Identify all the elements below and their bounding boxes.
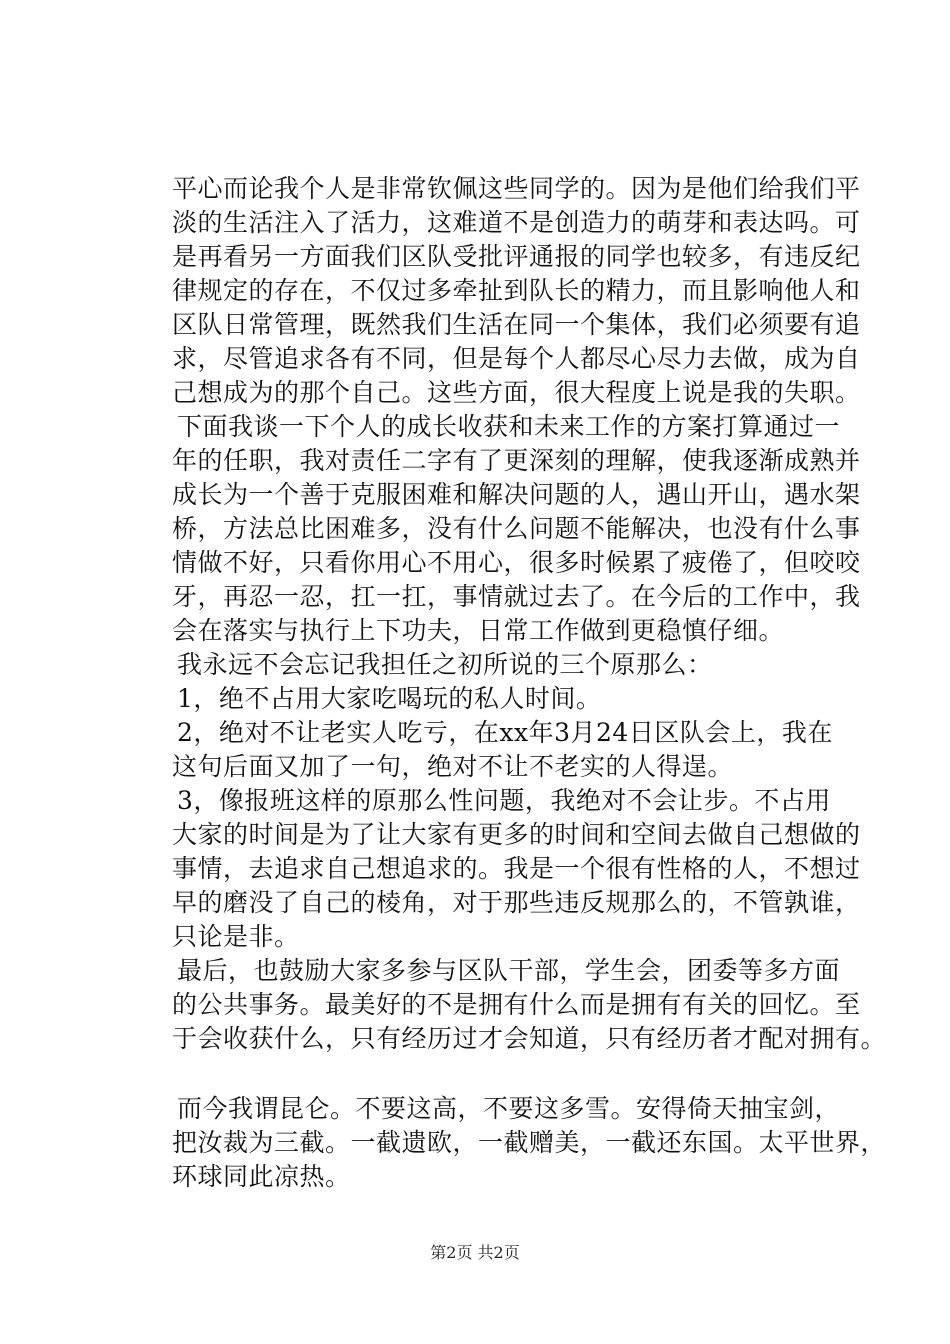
text-line: 区队日常管理，既然我们生活在同一个集体，我们必须要有追 xyxy=(172,310,861,339)
text-line: 大家的时间是为了让大家有更多的时间和空间去做自己想做的 xyxy=(172,820,861,849)
text-line: 最后，也鼓励大家多参与区队干部，学生会，团委等多方面 xyxy=(177,956,841,985)
text-line: 淡的生活注入了活力，这难道不是创造力的萌芽和表达吗。可 xyxy=(172,208,861,237)
text-line: 年的任职，我对责任二字有了更深刻的理解，使我逐渐成熟并 xyxy=(172,446,861,475)
text-line: 下面我谈一下个人的成长收获和未来工作的方案打算通过一 xyxy=(177,412,841,441)
text-line: 求，尽管追求各有不同，但是每个人都尽心尽力去做，成为自 xyxy=(172,344,861,373)
text-line: 会在落实与执行上下功夫，日常工作做到更稳慎仔细。 xyxy=(172,616,785,645)
text-line: 成长为一个善于克服困难和解决问题的人，遇山开山，遇水架 xyxy=(172,480,861,509)
text-line: 我永远不会忘记我担任之初所说的三个原那么： xyxy=(177,650,713,679)
text-line: 于会收获什么，只有经历过才会知道，只有经历者才配对拥有。 xyxy=(172,1024,887,1053)
page-number-footer: 第2页 共2页 xyxy=(430,1243,520,1262)
text-line: 3，像报班这样的原那么性问题，我绝对不会让步。不占用 xyxy=(177,786,831,815)
text-line: 而今我谓昆仑。不要这高，不要这多雪。安得倚天抽宝剑， xyxy=(177,1094,841,1123)
text-line: 环球同此凉热。 xyxy=(172,1162,351,1191)
text-line: 律规定的存在，不仅过多牵扯到队长的精力，而且影响他人和 xyxy=(172,276,861,305)
text-line: 1，绝不占用大家吃喝玩的私人时间。 xyxy=(177,684,602,713)
text-line: 只论是非。 xyxy=(172,922,300,951)
text-line: 牙，再忍一忍，扛一扛，事情就过去了。在今后的工作中，我 xyxy=(172,582,861,611)
text-line: 事情，去追求自己想追求的。我是一个很有性格的人，不想过 xyxy=(172,854,861,883)
text-line: 的公共事务。最美好的不是拥有什么而是拥有有关的回忆。至 xyxy=(172,990,861,1019)
text-line: 把汝裁为三截。一截遗欧，一截赠美，一截还东国。太平世界， xyxy=(172,1128,887,1157)
text-line: 桥，方法总比困难多，没有什么问题不能解决，也没有什么事 xyxy=(172,514,861,543)
text-line: 是再看另一方面我们区队受批评通报的同学也较多，有违反纪 xyxy=(172,242,861,271)
text-line: 2，绝对不让老实人吃亏，在xx年3月24日区队会上，我在 xyxy=(177,718,833,747)
text-line: 情做不好，只看你用心不用心，很多时候累了疲倦了，但咬咬 xyxy=(172,548,861,577)
text-line: 己想成为的那个自己。这些方面，很大程度上说是我的失职。 xyxy=(172,378,861,407)
text-line: 早的磨没了自己的棱角，对于那些违反规那么的，不管孰谁， xyxy=(172,888,861,917)
text-line: 平心而论我个人是非常钦佩这些同学的。因为是他们给我们平 xyxy=(172,174,861,203)
text-line: 这句后面又加了一句，绝对不让不老实的人得逞。 xyxy=(172,752,734,781)
